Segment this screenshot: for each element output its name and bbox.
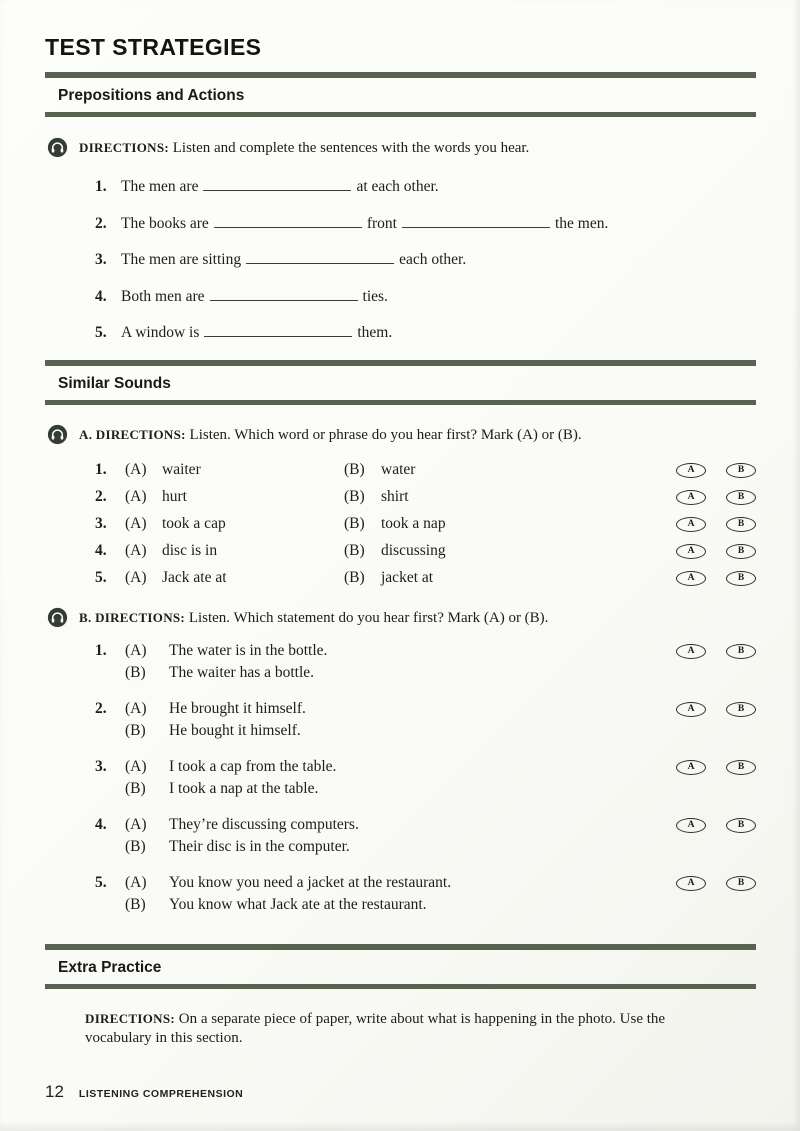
answer-bubble-a[interactable]: A bbox=[676, 644, 706, 659]
answer-bubble-b[interactable]: B bbox=[726, 517, 756, 532]
statement-pair-item bbox=[95, 641, 756, 684]
page-title: TEST STRATEGIES bbox=[45, 34, 262, 60]
item-number: 5. bbox=[95, 569, 107, 586]
page-footer bbox=[45, 1082, 243, 1102]
answer-bubbles bbox=[656, 490, 756, 505]
sentence-after: them. bbox=[357, 324, 393, 341]
directions-text bbox=[79, 425, 582, 445]
fill-blank[interactable] bbox=[203, 178, 351, 191]
answer-bubbles bbox=[656, 644, 756, 659]
answer-bubble-a[interactable]: A bbox=[676, 818, 706, 833]
sentence-before: A window is bbox=[121, 324, 200, 341]
sentence-before: The men are sitting bbox=[121, 251, 242, 268]
sentence-before: Both men are bbox=[121, 287, 205, 305]
sentence-before: The books are bbox=[121, 214, 209, 232]
answer-bubble-a[interactable]: A bbox=[676, 876, 706, 891]
word-pair-row bbox=[95, 511, 756, 538]
option-b-text: shirt bbox=[381, 488, 409, 505]
statement-pair-item bbox=[95, 815, 756, 858]
directions-row bbox=[47, 608, 756, 628]
directions-label: DIRECTIONS: bbox=[85, 1010, 175, 1026]
fill-in-list bbox=[95, 177, 756, 342]
fill-item bbox=[95, 323, 756, 342]
answer-bubble-a[interactable]: A bbox=[676, 702, 706, 717]
option-b-text: Their disc is in the computer. bbox=[169, 837, 350, 855]
answer-bubble-b[interactable]: B bbox=[726, 702, 756, 717]
statement-row-a bbox=[95, 873, 756, 895]
option-a-label: (A) bbox=[125, 569, 147, 586]
fill-blank[interactable] bbox=[204, 324, 352, 337]
answer-bubble-b[interactable]: B bbox=[726, 760, 756, 775]
section-extra-practice bbox=[45, 944, 756, 1049]
word-pair-row bbox=[95, 565, 756, 592]
section-heading: Prepositions and Actions bbox=[58, 87, 245, 104]
item-number: 3. bbox=[95, 758, 107, 776]
option-a-label: (A) bbox=[125, 758, 147, 776]
answer-bubble-a[interactable]: A bbox=[676, 760, 706, 775]
sentence-after: the men. bbox=[554, 214, 609, 232]
statement-row-b bbox=[95, 662, 756, 684]
directions-text bbox=[79, 138, 529, 158]
headphones-icon bbox=[47, 137, 68, 158]
statement-row-a bbox=[95, 757, 756, 779]
statement-pair-item bbox=[95, 873, 756, 916]
fill-blank[interactable] bbox=[246, 251, 394, 264]
answer-bubbles bbox=[656, 818, 756, 833]
directions-body: Listen and complete the sentences with the words you hear. bbox=[172, 140, 530, 156]
sentence-after: at each other. bbox=[356, 178, 439, 195]
statement-pair-item bbox=[95, 757, 756, 800]
statement-row-b bbox=[95, 778, 756, 800]
statement-pair-item bbox=[95, 699, 756, 742]
item-number: 3. bbox=[95, 515, 107, 532]
fill-item bbox=[95, 177, 756, 196]
option-b-text: You know what Jack ate at the restaurant. bbox=[169, 895, 427, 913]
fill-blank[interactable] bbox=[210, 288, 358, 301]
word-pair-row bbox=[95, 538, 756, 565]
answer-bubbles bbox=[656, 463, 756, 478]
section-prepositions-and-actions bbox=[45, 72, 756, 342]
item-number: 4. bbox=[95, 816, 107, 834]
option-b-label: (B) bbox=[125, 779, 146, 797]
section-similar-sounds bbox=[45, 360, 756, 916]
fill-item bbox=[95, 287, 756, 306]
option-b-label: (B) bbox=[344, 461, 365, 478]
section-rule bbox=[45, 112, 756, 117]
item-number: 5. bbox=[95, 874, 107, 892]
option-a-label: (A) bbox=[125, 816, 147, 834]
option-b-text: I took a nap at the table. bbox=[169, 779, 319, 797]
item-number: 1. bbox=[95, 461, 107, 478]
option-a-label: (A) bbox=[125, 642, 147, 660]
item-number: 2. bbox=[95, 488, 107, 505]
section-heading: Extra Practice bbox=[58, 958, 162, 976]
page-number: 12 bbox=[45, 1082, 64, 1101]
statement-row-b bbox=[95, 894, 756, 916]
option-a-text: You know you need a jacket at the restaurant. bbox=[169, 874, 452, 892]
directions-label: B. DIRECTIONS: bbox=[79, 609, 186, 625]
option-a-label: (A) bbox=[125, 700, 147, 718]
option-b-text: discussing bbox=[381, 542, 446, 559]
directions-label: A. DIRECTIONS: bbox=[79, 426, 186, 442]
directions-label: DIRECTIONS: bbox=[79, 140, 169, 155]
statement-row-a bbox=[95, 641, 756, 663]
answer-bubble-a[interactable]: A bbox=[676, 490, 706, 505]
item-number: 2. bbox=[95, 214, 107, 232]
answer-bubble-a[interactable]: A bbox=[676, 463, 706, 478]
answer-bubble-b[interactable]: B bbox=[726, 644, 756, 659]
sentence-before: The men are bbox=[121, 178, 199, 195]
answer-bubble-b[interactable]: B bbox=[726, 490, 756, 505]
word-pair-row bbox=[95, 484, 756, 511]
option-a-text: Jack ate at bbox=[162, 569, 227, 586]
item-number: 4. bbox=[95, 287, 107, 305]
answer-bubbles bbox=[656, 571, 756, 586]
answer-bubble-a[interactable]: A bbox=[676, 544, 706, 559]
option-b-label: (B) bbox=[125, 663, 146, 681]
statement-row-a bbox=[95, 815, 756, 837]
option-b-text: He bought it himself. bbox=[169, 721, 301, 739]
headphones-icon bbox=[47, 424, 68, 445]
item-number: 5. bbox=[95, 324, 107, 341]
option-b-label: (B) bbox=[125, 721, 146, 739]
option-b-text: The waiter has a bottle. bbox=[169, 663, 315, 681]
option-a-label: (A) bbox=[125, 542, 147, 559]
statement-row-a bbox=[95, 699, 756, 721]
option-b-text: water bbox=[381, 461, 416, 478]
sentence-middle: front bbox=[366, 214, 397, 232]
option-b-label: (B) bbox=[125, 895, 146, 913]
sentence-after: each other. bbox=[399, 251, 467, 268]
directions-row bbox=[47, 425, 756, 445]
answer-bubbles bbox=[656, 544, 756, 559]
section-heading: Similar Sounds bbox=[58, 374, 171, 392]
answer-bubble-b[interactable]: B bbox=[726, 544, 756, 559]
option-a-label: (A) bbox=[125, 488, 147, 505]
item-number: 3. bbox=[95, 251, 107, 268]
answer-bubble-b[interactable]: B bbox=[726, 571, 756, 586]
option-a-label: (A) bbox=[125, 461, 147, 478]
option-a-text: The water is in the bottle. bbox=[169, 642, 328, 660]
fill-blank[interactable] bbox=[402, 215, 550, 228]
option-b-label: (B) bbox=[344, 542, 365, 559]
item-number: 2. bbox=[95, 700, 107, 718]
sentence-after: ties. bbox=[362, 287, 388, 305]
section-rule bbox=[45, 400, 756, 405]
answer-bubbles bbox=[656, 760, 756, 775]
option-a-text: waiter bbox=[162, 461, 201, 478]
option-b-label: (B) bbox=[125, 837, 146, 855]
option-a-label: (A) bbox=[125, 874, 147, 892]
item-number: 1. bbox=[95, 178, 107, 195]
directions-row bbox=[47, 138, 756, 158]
option-a-text: hurt bbox=[162, 488, 187, 505]
option-b-label: (B) bbox=[344, 515, 365, 532]
word-pair-list bbox=[95, 457, 756, 592]
answer-bubble-a[interactable]: A bbox=[676, 517, 706, 532]
answer-bubble-a[interactable]: A bbox=[676, 571, 706, 586]
answer-bubble-b[interactable]: B bbox=[726, 463, 756, 478]
option-b-label: (B) bbox=[344, 488, 365, 505]
option-a-text: disc is in bbox=[162, 542, 218, 559]
option-b-text: took a nap bbox=[381, 515, 446, 532]
option-b-label: (B) bbox=[344, 569, 365, 586]
headphones-icon bbox=[47, 607, 68, 628]
option-b-text: jacket at bbox=[381, 569, 434, 586]
directions-body: Listen. Which word or phrase do you hear first? Mark (A) or (B). bbox=[189, 426, 582, 443]
answer-bubbles bbox=[656, 702, 756, 717]
fill-item bbox=[95, 250, 756, 269]
option-a-text: I took a cap from the table. bbox=[169, 758, 337, 776]
answer-bubbles bbox=[656, 876, 756, 891]
fill-blank[interactable] bbox=[214, 215, 362, 228]
fill-item bbox=[95, 214, 756, 233]
footer-label: LISTENING COMPREHENSION bbox=[78, 1088, 244, 1100]
item-number: 1. bbox=[95, 642, 107, 660]
option-a-text: He brought it himself. bbox=[169, 700, 306, 718]
option-a-text: They’re discussing computers. bbox=[169, 816, 359, 834]
answer-bubble-b[interactable]: B bbox=[726, 876, 756, 891]
option-a-label: (A) bbox=[125, 515, 147, 532]
statement-pair-list bbox=[95, 641, 756, 916]
word-pair-row bbox=[95, 457, 756, 484]
directions-body: On a separate piece of paper, write about what is happening in the photo. Use the vocabulary in this section. bbox=[85, 1010, 666, 1046]
section-rule bbox=[45, 984, 756, 989]
option-a-text: took a cap bbox=[162, 515, 226, 532]
statement-row-b bbox=[95, 720, 756, 742]
directions-text bbox=[79, 608, 548, 628]
answer-bubbles bbox=[656, 517, 756, 532]
statement-row-b bbox=[95, 836, 756, 858]
directions-body: Listen. Which statement do you hear first? Mark (A) or (B). bbox=[188, 609, 549, 626]
item-number: 4. bbox=[95, 542, 107, 559]
answer-bubble-b[interactable]: B bbox=[726, 818, 756, 833]
directions-row bbox=[85, 1009, 685, 1049]
